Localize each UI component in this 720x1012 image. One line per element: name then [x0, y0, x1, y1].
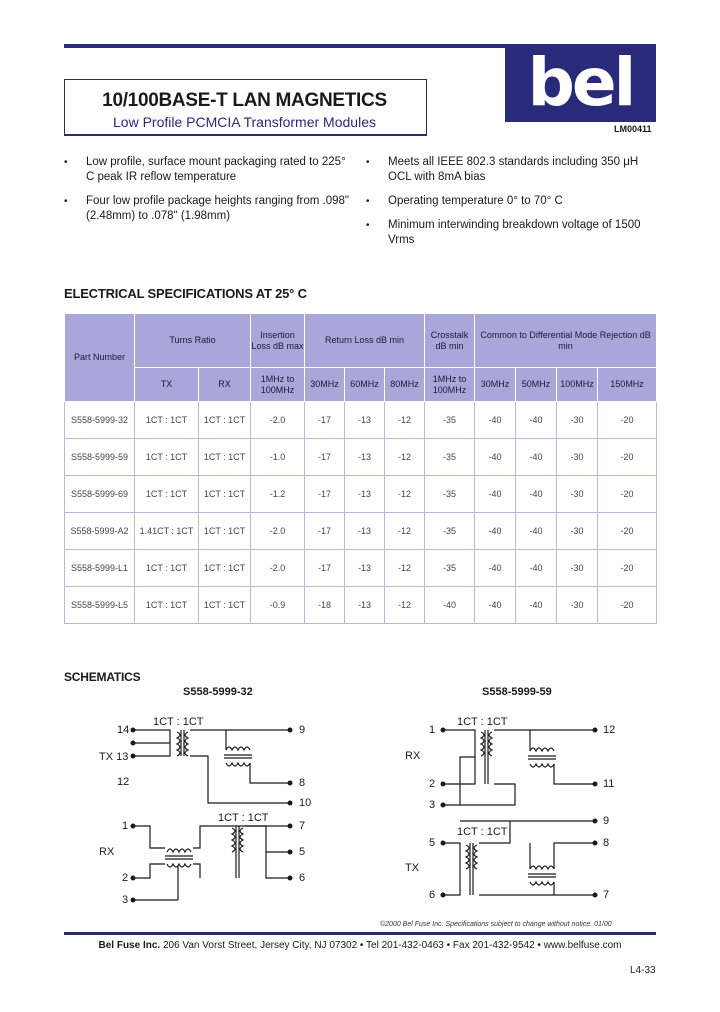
table-cell: 1CT : 1CT: [135, 587, 199, 624]
table-cell: -13: [345, 439, 385, 476]
table-cell: 1CT : 1CT: [199, 402, 251, 439]
pin-label: 7: [299, 820, 306, 832]
pin-label: 8: [603, 837, 610, 849]
footer-rule: [64, 932, 656, 935]
pin-label: 3: [429, 799, 436, 811]
pin-label: 6: [299, 872, 306, 884]
table-cell: -20: [598, 439, 657, 476]
tx-label: TX: [405, 862, 420, 874]
table-cell: -13: [345, 587, 385, 624]
ratio-label: 1CT : 1CT: [457, 716, 508, 728]
col-header-cmr-150: 150MHz: [598, 368, 657, 402]
table-cell: -30: [557, 550, 598, 587]
table-cell: 1CT : 1CT: [199, 550, 251, 587]
table-cell: -30: [557, 513, 598, 550]
col-header-turns-ratio: Turns Ratio: [135, 314, 251, 368]
table-cell: -12: [385, 513, 425, 550]
table-cell: -35: [425, 439, 475, 476]
col-header-crosstalk: Crosstalk dB min: [425, 314, 475, 368]
pin-label: 12: [603, 724, 616, 736]
table-cell: -13: [345, 402, 385, 439]
col-header-rx: RX: [199, 368, 251, 402]
part-number-cell: S558-5999-L1: [65, 550, 135, 587]
col-header-cmr-100: 100MHz: [557, 368, 598, 402]
page-title: 10/100BASE-T LAN MAGNETICS: [102, 90, 387, 111]
table-cell: 1CT : 1CT: [199, 587, 251, 624]
rx-label: RX: [405, 750, 421, 762]
rx-label: RX: [99, 846, 115, 858]
table-cell: 1CT : 1CT: [135, 439, 199, 476]
pin-label: 7: [603, 889, 610, 901]
table-cell: -12: [385, 402, 425, 439]
ratio-label: 1CT : 1CT: [218, 812, 269, 824]
company-name: Bel Fuse Inc.: [98, 940, 161, 951]
table-cell: -35: [425, 550, 475, 587]
list-item: • Minimum interwinding breakdown voltage of 1500 Vrms: [366, 218, 658, 248]
table-cell: -40: [475, 476, 516, 513]
pin-label: 5: [299, 846, 306, 858]
table-cell: -1.0: [251, 439, 305, 476]
footer-address: [64, 940, 656, 951]
col-header-insertion-loss: Insertion Loss dB max: [251, 314, 305, 368]
table-cell: -35: [425, 402, 475, 439]
table-cell: -40: [475, 439, 516, 476]
table-cell: -2.0: [251, 550, 305, 587]
table-cell: -40: [475, 587, 516, 624]
list-item: • Low profile, surface mount packaging rated to 225° C peak IR reflow temperature: [64, 155, 354, 185]
pin-label: 10: [299, 797, 312, 809]
part-number-cell: S558-5999-59: [65, 439, 135, 476]
table-cell: -20: [598, 476, 657, 513]
pin-label: 8: [299, 777, 306, 789]
table-cell: -40: [516, 550, 557, 587]
list-item: • Operating temperature 0° to 70° C: [366, 194, 658, 209]
part-number-cell: S558-5999-A2: [65, 513, 135, 550]
table-cell: -20: [598, 513, 657, 550]
table-cell: 1CT : 1CT: [135, 402, 199, 439]
part-number-cell: S558-5999-L5: [65, 587, 135, 624]
pin-label: 9: [299, 724, 306, 736]
table-cell: -40: [516, 476, 557, 513]
ratio-label: 1CT : 1CT: [153, 716, 204, 728]
pin-label: 2: [429, 778, 436, 790]
list-item: • Meets all IEEE 802.3 standards including 350 μH OCL with 8mA bias: [366, 155, 658, 185]
pin-label: 9: [603, 815, 610, 827]
part-number-cell: S558-5999-32: [65, 402, 135, 439]
section-heading-schematics: SCHEMATICS: [64, 670, 141, 684]
table-cell: 1CT : 1CT: [135, 550, 199, 587]
col-header-cmr: Common to Differential Mode Rejection dB min: [475, 314, 657, 368]
list-item: • Four low profile package heights ranging from .098" (2.48mm) to .078" (1.98mm): [64, 194, 354, 224]
col-header-tx: TX: [135, 368, 199, 402]
col-header-il-freq: 1MHz to 100MHz: [251, 368, 305, 402]
table-cell: -20: [598, 587, 657, 624]
col-header-ct-freq: 1MHz to 100MHz: [425, 368, 475, 402]
col-header-part-number: Part Number: [65, 314, 135, 402]
table-cell: -35: [425, 513, 475, 550]
table-cell: -35: [425, 476, 475, 513]
table-cell: -18: [305, 587, 345, 624]
table-cell: -30: [557, 439, 598, 476]
page-number: L4-33: [630, 965, 656, 976]
pin-label: 11: [603, 778, 615, 790]
table-cell: 1CT : 1CT: [135, 476, 199, 513]
pin-label: 2: [122, 872, 129, 884]
table-cell: -17: [305, 513, 345, 550]
table-cell: -20: [598, 550, 657, 587]
pin-label: TX 13: [99, 751, 129, 763]
table-cell: 1CT : 1CT: [199, 513, 251, 550]
table-cell: -40: [475, 550, 516, 587]
col-header-rl-30: 30MHz: [305, 368, 345, 402]
table-cell: -17: [305, 402, 345, 439]
table-cell: -30: [557, 402, 598, 439]
footnote: ©2000 Bel Fuse Inc. Specifications subject to change without notice. 01/00: [380, 921, 612, 928]
table-cell: -13: [345, 476, 385, 513]
col-header-cmr-30: 30MHz: [475, 368, 516, 402]
table-cell: -0.9: [251, 587, 305, 624]
pin-label: 6: [429, 889, 436, 901]
pin-label: 1: [429, 724, 436, 736]
table-cell: -40: [516, 402, 557, 439]
table-cell: -20: [598, 402, 657, 439]
table-cell: -40: [475, 513, 516, 550]
pin-label: 3: [122, 894, 129, 906]
table-cell: -17: [305, 476, 345, 513]
schematic-title-right: S558-5999-59: [482, 686, 552, 698]
section-heading-specs: ELECTRICAL SPECIFICATIONS AT 25° C: [64, 286, 307, 301]
pin-label: 12: [117, 776, 130, 788]
col-header-cmr-50: 50MHz: [516, 368, 557, 402]
page-subtitle: Low Profile PCMCIA Transformer Modules: [113, 114, 376, 130]
table-cell: -13: [345, 513, 385, 550]
part-number-cell: S558-5999-69: [65, 476, 135, 513]
schematic-title-left: S558-5999-32: [183, 686, 253, 698]
col-header-return-loss: Return Loss dB min: [305, 314, 425, 368]
col-header-rl-80: 80MHz: [385, 368, 425, 402]
pin-label: 14: [117, 724, 130, 736]
table-cell: -40: [516, 513, 557, 550]
table-cell: -40: [516, 587, 557, 624]
table-cell: 1.41CT : 1CT: [135, 513, 199, 550]
table-cell: -30: [557, 476, 598, 513]
table-cell: 1CT : 1CT: [199, 439, 251, 476]
table-cell: -12: [385, 476, 425, 513]
address-text: 206 Van Vorst Street, Jersey City, NJ 07302 • Tel 201-432-0463 • Fax 201-432-9542 • www.belfuse.com: [162, 940, 622, 951]
table-cell: -2.0: [251, 402, 305, 439]
ratio-label: 1CT : 1CT: [457, 826, 508, 838]
table-cell: -40: [475, 402, 516, 439]
table-cell: -40: [425, 587, 475, 624]
table-cell: -17: [305, 439, 345, 476]
table-cell: -12: [385, 550, 425, 587]
table-cell: -17: [305, 550, 345, 587]
table-cell: -12: [385, 587, 425, 624]
table-cell: 1CT : 1CT: [199, 476, 251, 513]
pin-label: 1: [122, 820, 129, 832]
pin-label: 5: [429, 837, 436, 849]
table-cell: -1.2: [251, 476, 305, 513]
table-cell: -40: [516, 439, 557, 476]
doc-number: LM00411: [614, 124, 652, 134]
table-cell: -30: [557, 587, 598, 624]
col-header-rl-60: 60MHz: [345, 368, 385, 402]
bel-logo: bel: [505, 44, 656, 122]
table-cell: -12: [385, 439, 425, 476]
table-cell: -13: [345, 550, 385, 587]
table-cell: -2.0: [251, 513, 305, 550]
